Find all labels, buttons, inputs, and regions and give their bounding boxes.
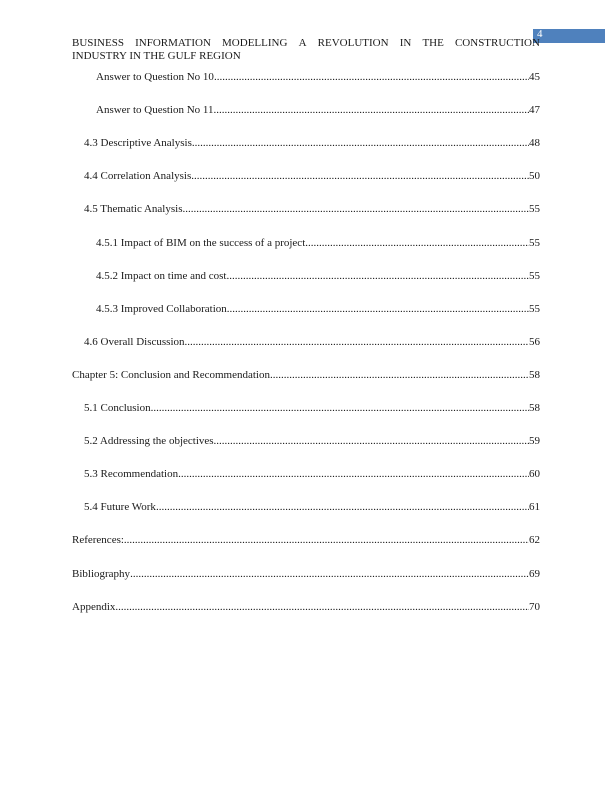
- toc-entry-page-number: 56: [529, 335, 540, 348]
- page-number-tab: [533, 29, 605, 43]
- header-title-line-1: [72, 37, 540, 50]
- toc-entry[interactable]: [72, 534, 540, 548]
- toc-entry[interactable]: [84, 336, 540, 350]
- header-word: IN: [399, 37, 412, 49]
- toc-dot-leader: [270, 369, 529, 381]
- toc-entry-label: 4.5.3 Improved Collaboration: [96, 302, 227, 315]
- toc-entry-page-number: 58: [529, 402, 540, 414]
- toc-entry[interactable]: [96, 104, 540, 118]
- toc-entry[interactable]: [84, 137, 540, 151]
- toc-dot-leader: [178, 468, 529, 480]
- header-word: CONSTRUCTION: [454, 37, 540, 49]
- toc-dot-leader: [214, 435, 529, 447]
- toc-entry-page-number: 70: [529, 600, 540, 613]
- toc-entry[interactable]: [84, 435, 540, 449]
- toc-dot-leader: [182, 203, 529, 215]
- toc-dot-leader: [130, 568, 529, 580]
- toc-entry[interactable]: [84, 402, 540, 416]
- header-word: INFORMATION: [135, 37, 211, 49]
- toc-entry-page-number: 55: [529, 236, 540, 249]
- header-word: REVOLUTION: [317, 37, 389, 49]
- toc-dot-leader: [156, 501, 529, 513]
- toc-entry-label: 4.5.1 Impact of BIM on the success of a project: [96, 236, 306, 249]
- toc-entry-page-number: 62: [529, 534, 540, 547]
- toc-dot-leader: [115, 601, 529, 613]
- toc-dot-leader: [214, 71, 529, 83]
- toc-entry-page-number: 58: [529, 368, 540, 381]
- header-title-line-2: INDUSTRY IN THE GULF REGION: [72, 50, 241, 62]
- toc-entry-label: 4.5 Thematic Analysis: [84, 203, 183, 216]
- toc-entry-label: References:: [72, 534, 124, 547]
- toc-entry[interactable]: [72, 568, 540, 582]
- toc-entry-label: 4.5.2 Impact on time and cost: [96, 269, 227, 282]
- toc-entry[interactable]: [72, 601, 540, 615]
- toc-entry-page-number: 55: [529, 269, 540, 282]
- toc-entry-label: 5.1 Conclusion: [84, 402, 151, 414]
- toc-dot-leader: [185, 336, 529, 348]
- toc-dot-leader: [191, 170, 529, 182]
- toc-entry-label: Answer to Question No 10: [96, 71, 214, 83]
- toc-entry[interactable]: [96, 237, 540, 251]
- toc-entry-page-number: 48: [529, 137, 540, 150]
- toc-entry[interactable]: [84, 468, 540, 482]
- toc-entry-label: Bibliography: [72, 567, 131, 580]
- toc-entry[interactable]: [96, 270, 540, 284]
- header-word: BUSINESS: [72, 37, 124, 49]
- toc-entry-page-number: 47: [529, 104, 540, 117]
- header-word: A: [298, 37, 307, 49]
- toc-dot-leader: [226, 270, 529, 282]
- toc-entry[interactable]: [84, 203, 540, 217]
- toc-dot-leader: [124, 534, 529, 546]
- toc-entry-label: 4.6 Overall Discussion: [84, 335, 185, 348]
- toc-entry-page-number: 60: [529, 468, 540, 481]
- toc-entry-label: 5.3 Recommendation: [84, 468, 179, 481]
- toc-entry[interactable]: [72, 369, 540, 383]
- toc-entry-page-number: 45: [529, 71, 540, 83]
- header-word: THE: [422, 37, 444, 49]
- toc-entry-label: 5.4 Future Work: [84, 501, 156, 514]
- header-word: MODELLING: [222, 37, 288, 49]
- toc-entry-label: Answer to Question No 11: [96, 104, 214, 117]
- toc-entry-label: Chapter 5: Conclusion and Recommendation: [72, 368, 270, 381]
- toc-dot-leader: [192, 137, 529, 149]
- toc-entry-page-number: 55: [529, 302, 540, 315]
- toc-dot-leader: [151, 402, 529, 414]
- toc-entry-page-number: 50: [529, 170, 540, 183]
- toc-entry[interactable]: [96, 303, 540, 317]
- toc-entry-label: 4.4 Correlation Analysis: [84, 170, 192, 183]
- toc-dot-leader: [214, 104, 529, 116]
- toc-entry-page-number: 61: [529, 501, 540, 514]
- toc-entry-label: 5.2 Addressing the objectives: [84, 435, 214, 448]
- toc-entry-page-number: 55: [529, 203, 540, 216]
- toc-entry-label: 4.3 Descriptive Analysis: [84, 137, 192, 150]
- toc-dot-leader: [227, 303, 529, 315]
- running-header: [72, 37, 540, 63]
- toc-dot-leader: [305, 237, 529, 249]
- toc-entry-page-number: 69: [529, 567, 540, 580]
- toc-entry[interactable]: [96, 71, 540, 85]
- toc-entry-label: Appendix: [72, 600, 116, 613]
- toc-entry[interactable]: [84, 501, 540, 515]
- page-number: 4: [537, 28, 543, 40]
- toc-entry-page-number: 59: [529, 435, 540, 448]
- toc-entry[interactable]: [84, 170, 540, 184]
